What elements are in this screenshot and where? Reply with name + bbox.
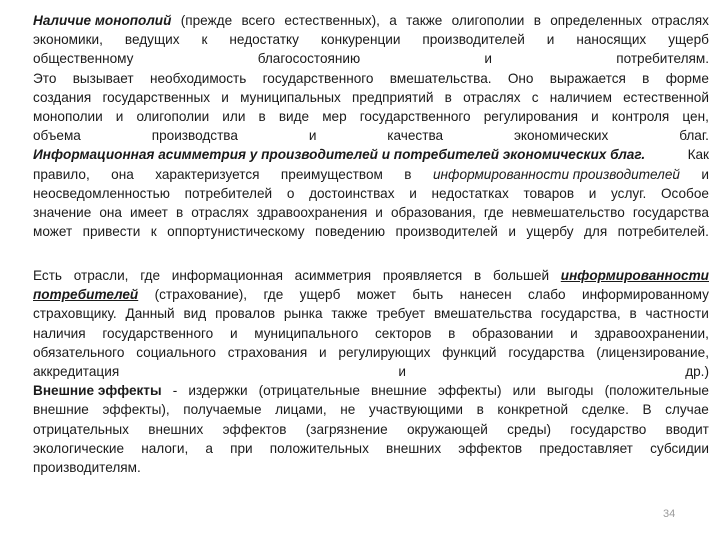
word: участвующими bbox=[368, 402, 464, 418]
word: и bbox=[591, 109, 599, 125]
word: естественной bbox=[623, 89, 709, 105]
word: внешних bbox=[148, 421, 204, 437]
word: Это bbox=[33, 70, 57, 86]
paragraph-consumer-awareness-line-1 bbox=[33, 266, 709, 285]
word: государственного bbox=[102, 325, 214, 341]
word: выгоды bbox=[546, 383, 594, 399]
word: олигополии bbox=[451, 13, 525, 28]
word: внешние bbox=[371, 383, 427, 399]
word: информированному bbox=[582, 287, 709, 303]
term-externalities: Внешние эффекты bbox=[33, 383, 162, 399]
word: информационная bbox=[171, 268, 283, 283]
word: (положительные bbox=[604, 383, 709, 399]
word: производителей bbox=[422, 32, 525, 48]
paragraph-externalities-line-5 bbox=[33, 458, 709, 477]
word: также bbox=[406, 13, 443, 28]
word: в bbox=[175, 205, 184, 221]
text-block-top bbox=[33, 11, 709, 241]
word: выражается bbox=[549, 70, 626, 86]
word: регулирующих bbox=[338, 344, 431, 360]
word: здравоохранении, bbox=[594, 325, 709, 341]
word: асимметрия bbox=[294, 268, 372, 283]
word: предприятий bbox=[352, 89, 434, 105]
word: необходимость bbox=[149, 70, 247, 86]
word: вводит bbox=[665, 421, 709, 437]
word: при bbox=[230, 440, 253, 456]
paragraph-asymmetry-line-1 bbox=[33, 145, 709, 164]
word: экологические bbox=[33, 440, 125, 456]
word: наносящих bbox=[576, 32, 647, 48]
word: мер bbox=[322, 109, 347, 125]
word: правило, bbox=[33, 166, 90, 182]
word: общественному bbox=[33, 51, 134, 67]
word: социального bbox=[136, 344, 216, 360]
word: с bbox=[531, 89, 539, 105]
word: недостатках bbox=[431, 185, 509, 201]
word: окружающей bbox=[406, 421, 488, 437]
word: лицами, bbox=[275, 402, 327, 418]
word: эффекты) bbox=[437, 383, 502, 399]
word: или bbox=[512, 383, 536, 399]
word: определенных bbox=[550, 13, 643, 28]
word: проявляется bbox=[382, 268, 463, 283]
word: большей bbox=[492, 268, 550, 283]
word: конкретной bbox=[497, 402, 569, 418]
word: и bbox=[319, 344, 327, 360]
word: государственного bbox=[262, 70, 374, 86]
word: (загрязнение bbox=[305, 421, 388, 437]
word: где bbox=[140, 268, 161, 283]
word: она bbox=[99, 205, 122, 221]
word: недостатку bbox=[229, 32, 299, 48]
word: значение bbox=[33, 205, 92, 221]
word: может bbox=[356, 287, 396, 303]
term-consumer-awareness-part1: информированности bbox=[560, 268, 709, 283]
word: производителям. bbox=[33, 460, 141, 476]
word: и bbox=[375, 205, 383, 221]
word: преимуществом bbox=[280, 166, 383, 182]
word: Особое bbox=[660, 185, 709, 201]
word: олигополии bbox=[136, 109, 210, 125]
word: для bbox=[584, 224, 608, 240]
word: Есть bbox=[33, 268, 63, 283]
word: потребителям. bbox=[616, 51, 709, 67]
word: в bbox=[258, 109, 266, 125]
word: государство bbox=[570, 421, 647, 437]
word: виде bbox=[278, 109, 310, 125]
paragraph-asymmetry-line-5 bbox=[33, 222, 709, 241]
word: ущербу bbox=[526, 224, 574, 240]
word: или bbox=[222, 109, 246, 125]
word: налоги, bbox=[141, 440, 189, 456]
paragraph-monopolies-line-1 bbox=[33, 11, 709, 30]
word: положительных bbox=[269, 440, 369, 456]
word: Оно bbox=[507, 70, 534, 86]
word: цен, bbox=[682, 109, 709, 125]
word: секторов bbox=[374, 325, 432, 341]
word: форме bbox=[665, 70, 709, 86]
word: (отрицательные bbox=[258, 383, 360, 399]
word: издержки bbox=[188, 383, 248, 399]
paragraph-consumer-awareness-line-4 bbox=[33, 324, 709, 343]
word: и bbox=[588, 185, 597, 201]
word: аккредитация bbox=[33, 364, 120, 380]
word: ущерб bbox=[668, 32, 709, 48]
word: объема bbox=[33, 128, 81, 144]
word: неосведомленностью bbox=[33, 185, 170, 201]
word: страхования bbox=[227, 344, 308, 360]
word: сделке. bbox=[581, 402, 629, 418]
word: товаров bbox=[523, 185, 575, 201]
word: к bbox=[150, 224, 157, 240]
word: где bbox=[263, 287, 284, 303]
word: слабо bbox=[527, 287, 566, 303]
paragraph-monopolies-line-3 bbox=[33, 49, 709, 68]
word: отрицательных bbox=[33, 421, 129, 437]
word: естественных), bbox=[284, 13, 380, 28]
word: и bbox=[308, 128, 317, 144]
word: в bbox=[404, 166, 412, 182]
word: образовании bbox=[472, 325, 554, 341]
word: отраслях bbox=[191, 205, 249, 221]
paragraph-consumer-awareness-line-5 bbox=[33, 343, 709, 362]
word: государства bbox=[508, 344, 585, 360]
paragraph-externalities-line-3 bbox=[33, 420, 709, 439]
word: среды) bbox=[507, 421, 551, 437]
emphasis-producer-awareness: информированности производителей bbox=[432, 166, 680, 182]
word: здравоохранения bbox=[256, 205, 368, 221]
word: привести bbox=[82, 224, 141, 240]
word: характеризуется bbox=[155, 166, 260, 182]
word: внешних bbox=[386, 440, 442, 456]
word: эффекты), bbox=[102, 402, 170, 418]
word: конкуренции bbox=[320, 32, 401, 48]
word: производства bbox=[151, 128, 238, 144]
paragraph-asymmetry-line-3 bbox=[33, 184, 709, 203]
word: услуг. bbox=[611, 185, 647, 201]
word: случае bbox=[665, 402, 709, 418]
paragraph-monopolies-line-7 bbox=[33, 126, 709, 145]
word: внешние bbox=[33, 402, 89, 418]
word: (страхование), bbox=[154, 287, 248, 303]
word: государственного bbox=[359, 109, 471, 125]
word: субсидии bbox=[650, 440, 709, 456]
word: качества bbox=[387, 128, 444, 144]
word: она bbox=[111, 166, 134, 182]
word: и bbox=[701, 166, 709, 182]
word: вид bbox=[183, 306, 207, 322]
word: государства bbox=[632, 205, 709, 221]
word: оппортунистическому bbox=[167, 224, 305, 240]
paragraph-monopolies-line-2 bbox=[33, 30, 709, 49]
word: нанесен bbox=[459, 287, 512, 303]
word: и bbox=[398, 364, 406, 380]
word: производителей bbox=[395, 224, 498, 240]
word: о bbox=[286, 185, 295, 201]
word: в bbox=[444, 89, 452, 105]
word: может bbox=[33, 224, 73, 240]
word: государственных bbox=[102, 89, 211, 105]
word: и bbox=[221, 89, 229, 105]
word: потребителей. bbox=[617, 224, 709, 240]
word: требует bbox=[376, 306, 426, 322]
word: Как bbox=[687, 147, 709, 163]
word: получаемые bbox=[183, 402, 262, 418]
paragraph-asymmetry-line-2 bbox=[33, 165, 709, 184]
word: и bbox=[409, 185, 417, 201]
page-number: 34 bbox=[663, 508, 676, 520]
word: а bbox=[389, 13, 397, 28]
word: государства, bbox=[540, 306, 621, 322]
word: вызывает bbox=[72, 70, 134, 86]
word: обязательного bbox=[33, 344, 125, 360]
word: всего bbox=[241, 13, 276, 28]
word: (прежде bbox=[180, 13, 233, 28]
word: страховщику. bbox=[33, 306, 117, 322]
word: вмешательства. bbox=[389, 70, 492, 86]
paragraph-consumer-awareness-line-3 bbox=[33, 304, 709, 323]
word: и bbox=[115, 109, 124, 125]
word: регулирования bbox=[483, 109, 579, 125]
word: экономики, bbox=[33, 32, 103, 48]
word: благосостоянию bbox=[257, 51, 361, 67]
word: и bbox=[546, 32, 555, 48]
word: рынка bbox=[283, 306, 323, 322]
paragraph-externalities-line-4 bbox=[33, 439, 709, 458]
paragraph-externalities-line-2 bbox=[33, 400, 709, 419]
paragraph-externalities-line-1 bbox=[33, 381, 709, 400]
word: образования, bbox=[390, 205, 476, 221]
word: В bbox=[642, 402, 652, 418]
text-block-bottom bbox=[33, 266, 709, 477]
word: отраслях bbox=[651, 13, 709, 28]
word: в bbox=[533, 13, 541, 28]
word: создания bbox=[33, 89, 92, 105]
word: где bbox=[483, 205, 504, 221]
word: в bbox=[448, 325, 456, 341]
word: а bbox=[205, 440, 213, 456]
word: невмешательство bbox=[511, 205, 625, 221]
paragraph-asymmetry-line-4 bbox=[33, 203, 709, 222]
word: и bbox=[484, 51, 492, 67]
word: экономических bbox=[513, 128, 609, 144]
word: др.) bbox=[685, 364, 709, 380]
paragraph-monopolies-line-5 bbox=[33, 88, 709, 107]
word: муниципального bbox=[254, 325, 359, 341]
word: (лицензирование, bbox=[596, 344, 709, 360]
word: отрасли, bbox=[73, 268, 129, 283]
paragraph-consumer-awareness-line-6 bbox=[33, 362, 709, 381]
term-monopolies: Наличие монополий bbox=[33, 13, 172, 28]
word: контроля bbox=[611, 109, 670, 125]
word: - bbox=[172, 383, 178, 399]
word: муниципальных bbox=[240, 89, 341, 105]
word: и bbox=[508, 224, 516, 240]
word: также bbox=[331, 306, 368, 322]
word: отраслях bbox=[463, 89, 521, 105]
word: Данный bbox=[125, 306, 175, 322]
word: в bbox=[629, 306, 637, 322]
word: и bbox=[229, 325, 238, 341]
word: поведению bbox=[315, 224, 386, 240]
word: благ. bbox=[679, 128, 709, 144]
word: в bbox=[642, 70, 650, 86]
word: ведущих bbox=[124, 32, 180, 48]
term-consumer-awareness-part2: потребителей bbox=[33, 287, 139, 303]
paragraph-monopolies-line-4 bbox=[33, 69, 709, 88]
word: наличия bbox=[33, 325, 86, 341]
paragraph-consumer-awareness-line-2 bbox=[33, 285, 709, 304]
word: не bbox=[340, 402, 356, 418]
word: потребителей bbox=[184, 185, 273, 201]
word: вмешательства bbox=[433, 306, 532, 322]
word: функций bbox=[442, 344, 497, 360]
word: в bbox=[473, 268, 482, 283]
word: эффектов bbox=[458, 440, 523, 456]
word: в bbox=[476, 402, 484, 418]
word: предоставляет bbox=[539, 440, 633, 456]
word: имеет bbox=[130, 205, 168, 221]
word: быть bbox=[412, 287, 444, 303]
paragraph-monopolies-line-6 bbox=[33, 107, 709, 126]
word: частности bbox=[645, 306, 709, 322]
word: и bbox=[570, 325, 578, 341]
word: достоинствах bbox=[309, 185, 395, 201]
term-information-asymmetry: Информационная асимметрия у производителей и потребителей экономических благ. bbox=[33, 147, 646, 163]
word: эффектов bbox=[222, 421, 287, 437]
word: монополии bbox=[33, 109, 103, 125]
word: провалов bbox=[215, 306, 276, 322]
word: наличием bbox=[549, 89, 612, 105]
word: ущерб bbox=[299, 287, 341, 303]
word: к bbox=[201, 32, 208, 48]
